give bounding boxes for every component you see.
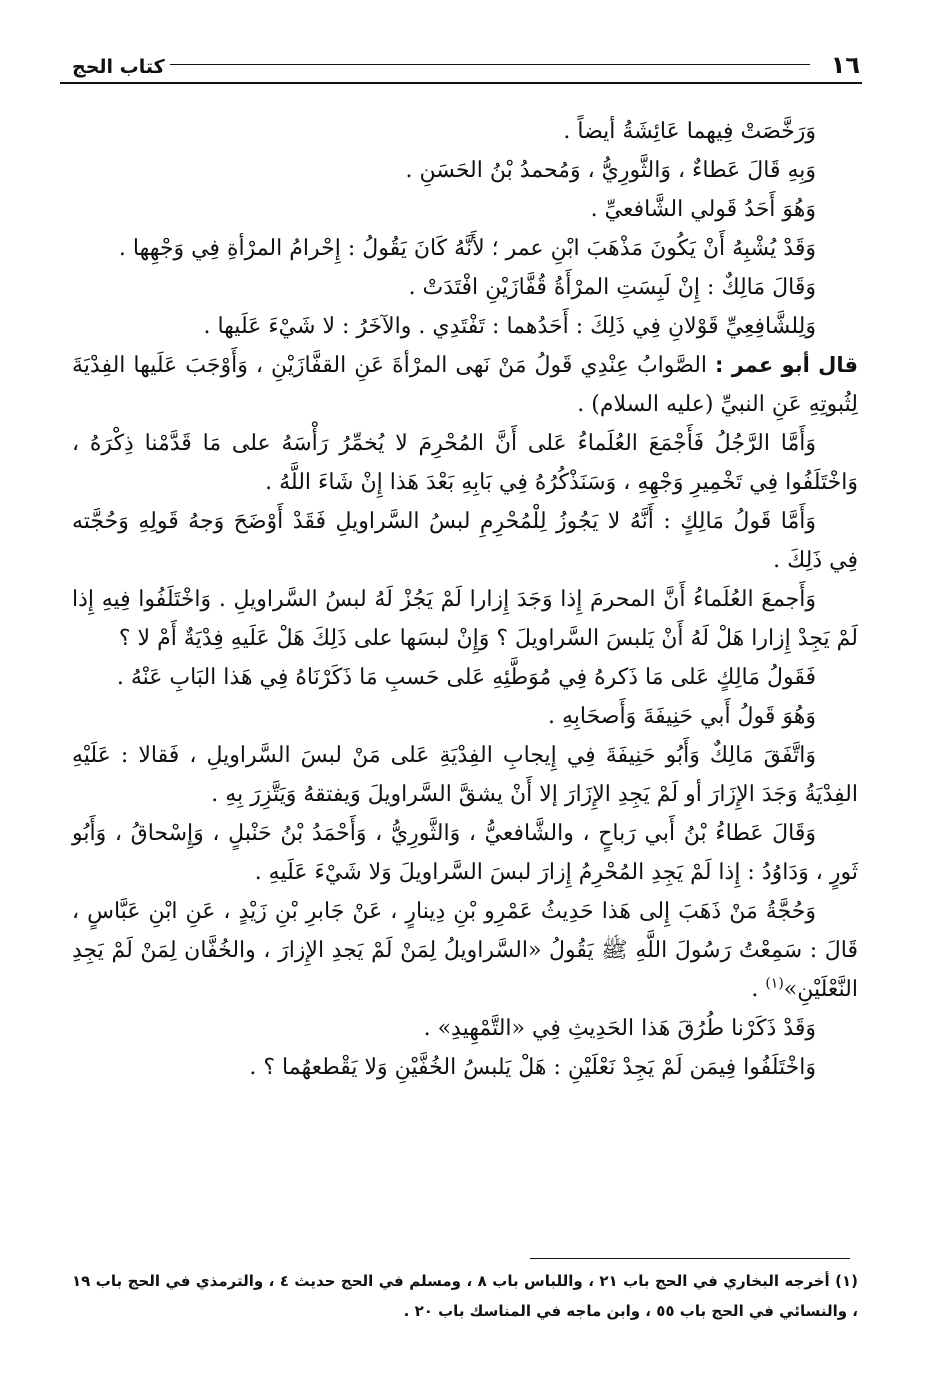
paragraph: وَقَدْ ذَكَرْنا طُرُقَ هَذا الحَدِيثِ فِي «التَّمْهِيدِ» . bbox=[423, 1016, 816, 1041]
paragraph: وَاتَّفَقَ مَالِكٌ وَأَبُو حَنِيفَةَ فِي إِيجابِ الفِدْيَةِ عَلى مَنْ لبسَ السَّراويلِ ، فَقالا : عَلَيْهِ الفِدْيَةُ وَجَدَ الإِزَارَ أو لَمْ يَجِدِ الإِزَارَ إلا أَنْ يشقَّ السَّراويلَ وَيفتقهُ وَيَتَّزِرَ بِهِ . bbox=[72, 743, 858, 807]
paragraph: وَقَالَ مَالِكٌ : إِنْ لَبِسَتِ المرْأَةُ قُفَّازَيْنِ افْتَدَتْ . bbox=[408, 275, 816, 300]
paragraph: وَقَالَ عَطاءُ بْنُ أَبي رَباحٍ ، والشَّافعيُّ ، وَالثَّورِيُّ ، وَأَحْمَدُ بْنُ حَنْبلٍ ، وَإِسْحاقُ ، وَأَبُو ثَورٍ ، وَدَاوُدُ : إِذا لَمْ يَجِدِ المُحْرِمُ إِزارَ لبسَ السَّراويلَ وَلا شَيْءَ عَلَيهِ . bbox=[72, 821, 858, 885]
paragraph: وَلِلشَّافِعِيِّ قَوْلانِ فِي ذَلِكَ : أَحَدُهما : تَفْتَدِي . والآخَرُ : لا شَيْءَ عَلَيها . bbox=[203, 314, 816, 339]
paragraph: وَأَجمعَ العُلَماءُ أَنَّ المحرمَ إِذا وَجَدَ إِزارا لَمْ يَجُزْ لَهُ لبسُ السَّراويلِ . وَاخْتَلَفُوا فِيهِ إِذا لَمْ يَجِدْ إِزارا هَلْ لَهُ أَنْ يَلبسَ السَّراويلَ ؟ وَإِنْ لبسَها على ذَلِكَ هَلْ عَلَيهِ فِدْيَةٌ أَمْ لا ؟ bbox=[72, 587, 858, 651]
paragraph: وَهُوَ أَحَدُ قَولي الشَّافعيِّ . bbox=[590, 197, 816, 222]
main-text bbox=[72, 112, 858, 1087]
footnote-marker[interactable]: (١) bbox=[765, 975, 784, 992]
page-header bbox=[72, 40, 860, 80]
paragraph: وَقَدْ يُشْبِهُ أَنْ يَكُونَ مَذْهَبَ ابْنِ عمر ؛ لأَنَّهُ كَانَ يَقُولُ : إِحْرامُ المرْأةِ فِي وَجْهِها . bbox=[118, 236, 816, 261]
paragraph-hadith: وَحُجَّةُ مَنْ ذَهَبَ إِلى هَذا حَدِيثُ عَمْرِو بْنِ دِينارٍ ، عَنْ جَابرِ بْنِ زَيْدٍ ، عَنِ ابْنِ عَبَّاسٍ ، قَالَ : سَمِعْتُ رَسُولَ اللَّهِ ﷺ يَقُولُ «السَّراويلُ لِمَنْ لَمْ يَجدِ الإِزارَ ، والخُفَّان لِمَنْ لَمْ يَجِدِ النَّعْلَيْنِ»$^{(١)}$ . bbox=[72, 899, 858, 1002]
speaker-label: قال أبو عمر : bbox=[715, 353, 858, 377]
paragraph: وَأَمَّا الرَّجُلُ فَأَجْمَعَ العُلَماءُ عَلى أَنَّ المُحْرِمَ لا يُخمِّرُ رَأْسَهُ على مَا قَدَّمْنا ذِكْرَهُ ، وَاخْتَلَفُوا فِي تَخْمِيرِ وَجْهِهِ ، وَسَنَذْكُرُهُ فِي بَابِهِ بَعْدَ هَذا إِنْ شَاءَ اللَّهُ . bbox=[72, 431, 858, 495]
paragraph: فَقَولُ مَالِكٍ عَلى مَا ذَكرهُ فِي مُوَطَّئِهِ عَلى حَسبِ مَا ذَكَرْنَاهُ فِي هَذا البَابِ عَنْهُ . bbox=[116, 665, 816, 690]
footnote-separator bbox=[530, 1258, 850, 1259]
footnote: (١) أخرجه البخاري في الحج باب ٢١ ، واللباس باب ٨ ، ومسلم في الحج حديث ٤ ، والترمذي في الحج باب ١٩ ، والنسائي في الحج باب ٥٥ ، وابن ماجه في المناسك باب ٢٠ . bbox=[72, 1272, 859, 1320]
page-number: ١٦ bbox=[830, 51, 860, 79]
header-leader-line bbox=[170, 64, 810, 65]
paragraph-text: الصَّوابُ عِنْدِي قَولُ مَنْ نَهى المرْأةَ عَنِ القفَّازَيْنِ ، وَأَوْجَبَ عَلَيها الفِدْيَةَ لِثُبوتِهِ عَنِ النبيِّ (عليه السلام) . bbox=[72, 353, 858, 417]
paragraph: وَبِهِ قَالَ عَطاءٌ ، وَالثَّورِيُّ ، وَمُحمدُ بْنُ الحَسَنِ . bbox=[405, 158, 816, 183]
running-title: كتاب الحج bbox=[72, 56, 165, 78]
paragraph: وَأَمَّا قَولُ مَالِكٍ : أَنَّهُ لا يَجُوزُ لِلْمُحْرِمِ لبسُ السَّراويلِ فَقَدْ أَوْضَحَ وَجهُ قَولِهِ وَحُجَّته فِي ذَلِكَ . bbox=[72, 509, 858, 573]
paragraph-abu-umar bbox=[72, 346, 858, 424]
paragraph: وَاخْتَلَفُوا فِيمَن لَمْ يَجِدْ نَعْلَيْنِ : هَلْ يَلبسُ الخُفَّيْنِ وَلا يَقْطعهُما ؟ . bbox=[249, 1055, 816, 1080]
paragraph-text: وَحُجَّةُ مَنْ ذَهَبَ إِلى هَذا حَدِيثُ عَمْرِو بْنِ دِينارٍ ، عَنْ جَابرِ بْنِ زَيْدٍ ، عَنِ ابْنِ عَبَّاسٍ ، قَالَ : سَمِعْتُ رَسُولَ اللَّهِ ﷺ يَقُولُ «السَّراويلُ لِمَنْ لَمْ يَجدِ الإِزارَ ، والخُفَّان لِمَنْ لَمْ يَجِدِ النَّعْلَيْنِ» bbox=[72, 899, 858, 1002]
paragraph: وَرَخَّصَتْ فِيهما عَائِشَةُ أيضاً . bbox=[563, 119, 816, 144]
footnotes bbox=[72, 1266, 858, 1326]
header-rule bbox=[60, 82, 862, 84]
paragraph: وَهُوَ قَولُ أَبي حَنِيفَةَ وَأَصحَابِهِ . bbox=[547, 704, 816, 729]
